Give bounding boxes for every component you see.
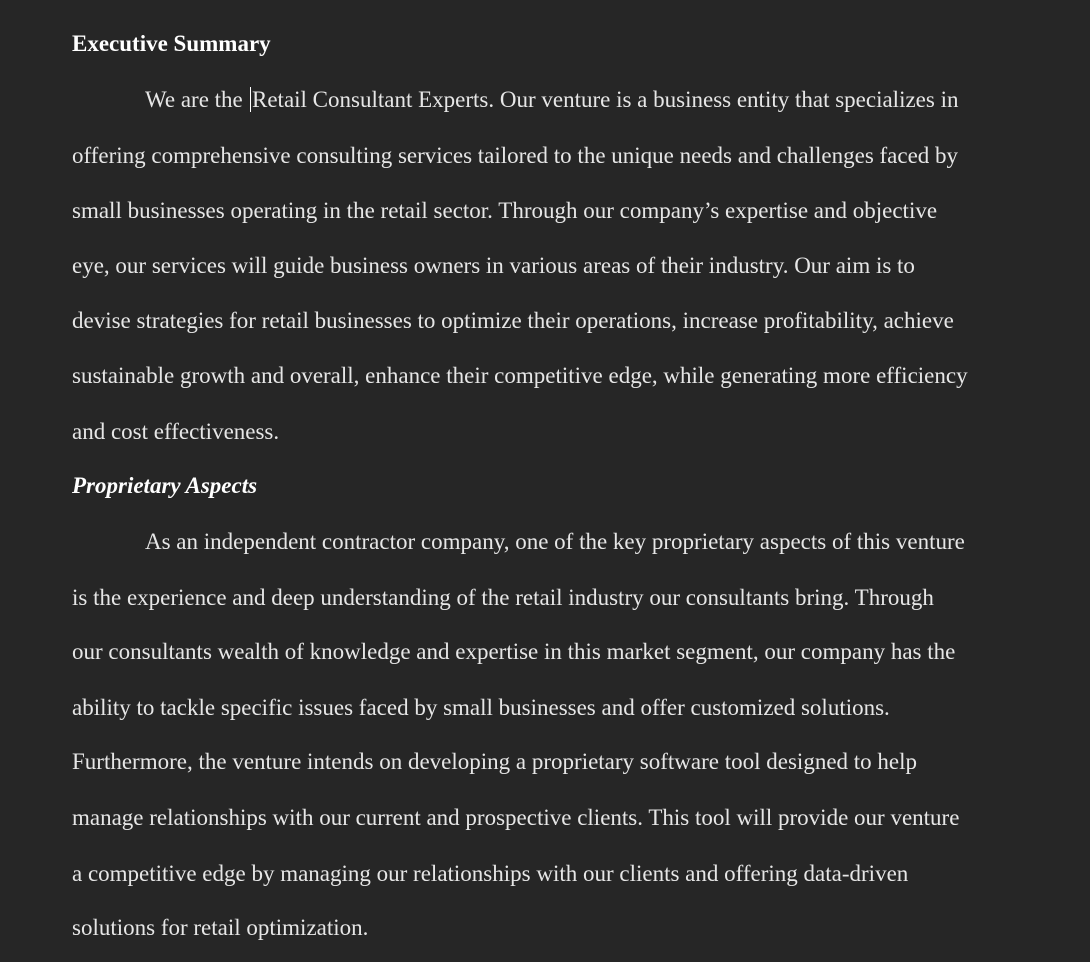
paragraph-line: offering comprehensive consulting services tailored to the unique needs and challenges faced by bbox=[72, 143, 959, 168]
proprietary-aspects-heading: Proprietary Aspects bbox=[72, 473, 258, 498]
text-cursor bbox=[250, 87, 252, 112]
text-before-caret: We are the bbox=[145, 87, 249, 112]
paragraph-line: small businesses operating in the retail sector. Through our company’s expertise and objective bbox=[72, 198, 938, 223]
text-after-caret: Retail Consultant Experts. Our venture is a business entity that specializes in bbox=[252, 87, 959, 112]
paragraph-line: sustainable growth and overall, enhance their competitive edge, while generating more efficiency bbox=[72, 363, 968, 388]
paragraph-line: ability to tackle specific issues faced by small businesses and offer customized solutions. bbox=[72, 695, 890, 720]
executive-summary-heading: Executive Summary bbox=[72, 31, 271, 56]
paragraph-line: manage relationships with our current and prospective clients. This tool will provide our venture bbox=[72, 805, 960, 830]
paragraph-line: devise strategies for retail businesses to optimize their operations, increase profitability, achieve bbox=[72, 308, 954, 333]
paragraph-line: a competitive edge by managing our relationships with our clients and offering data-driven bbox=[72, 861, 909, 886]
paragraph-line: eye, our services will guide business owners in various areas of their industry. Our aim is to bbox=[72, 253, 915, 278]
paragraph-line: our consultants wealth of knowledge and expertise in this market segment, our company has the bbox=[72, 639, 956, 664]
paragraph-line: and cost effectiveness. bbox=[72, 419, 280, 444]
paragraph-line: Furthermore, the venture intends on developing a proprietary software tool designed to help bbox=[72, 749, 918, 774]
paragraph-line: is the experience and deep understanding of the retail industry our consultants bring. Through bbox=[72, 585, 934, 610]
paragraph-line bbox=[145, 85, 958, 115]
paragraph-line: As an independent contractor company, one of the key proprietary aspects of this venture bbox=[145, 529, 965, 554]
paragraph-line: solutions for retail optimization. bbox=[72, 915, 369, 940]
